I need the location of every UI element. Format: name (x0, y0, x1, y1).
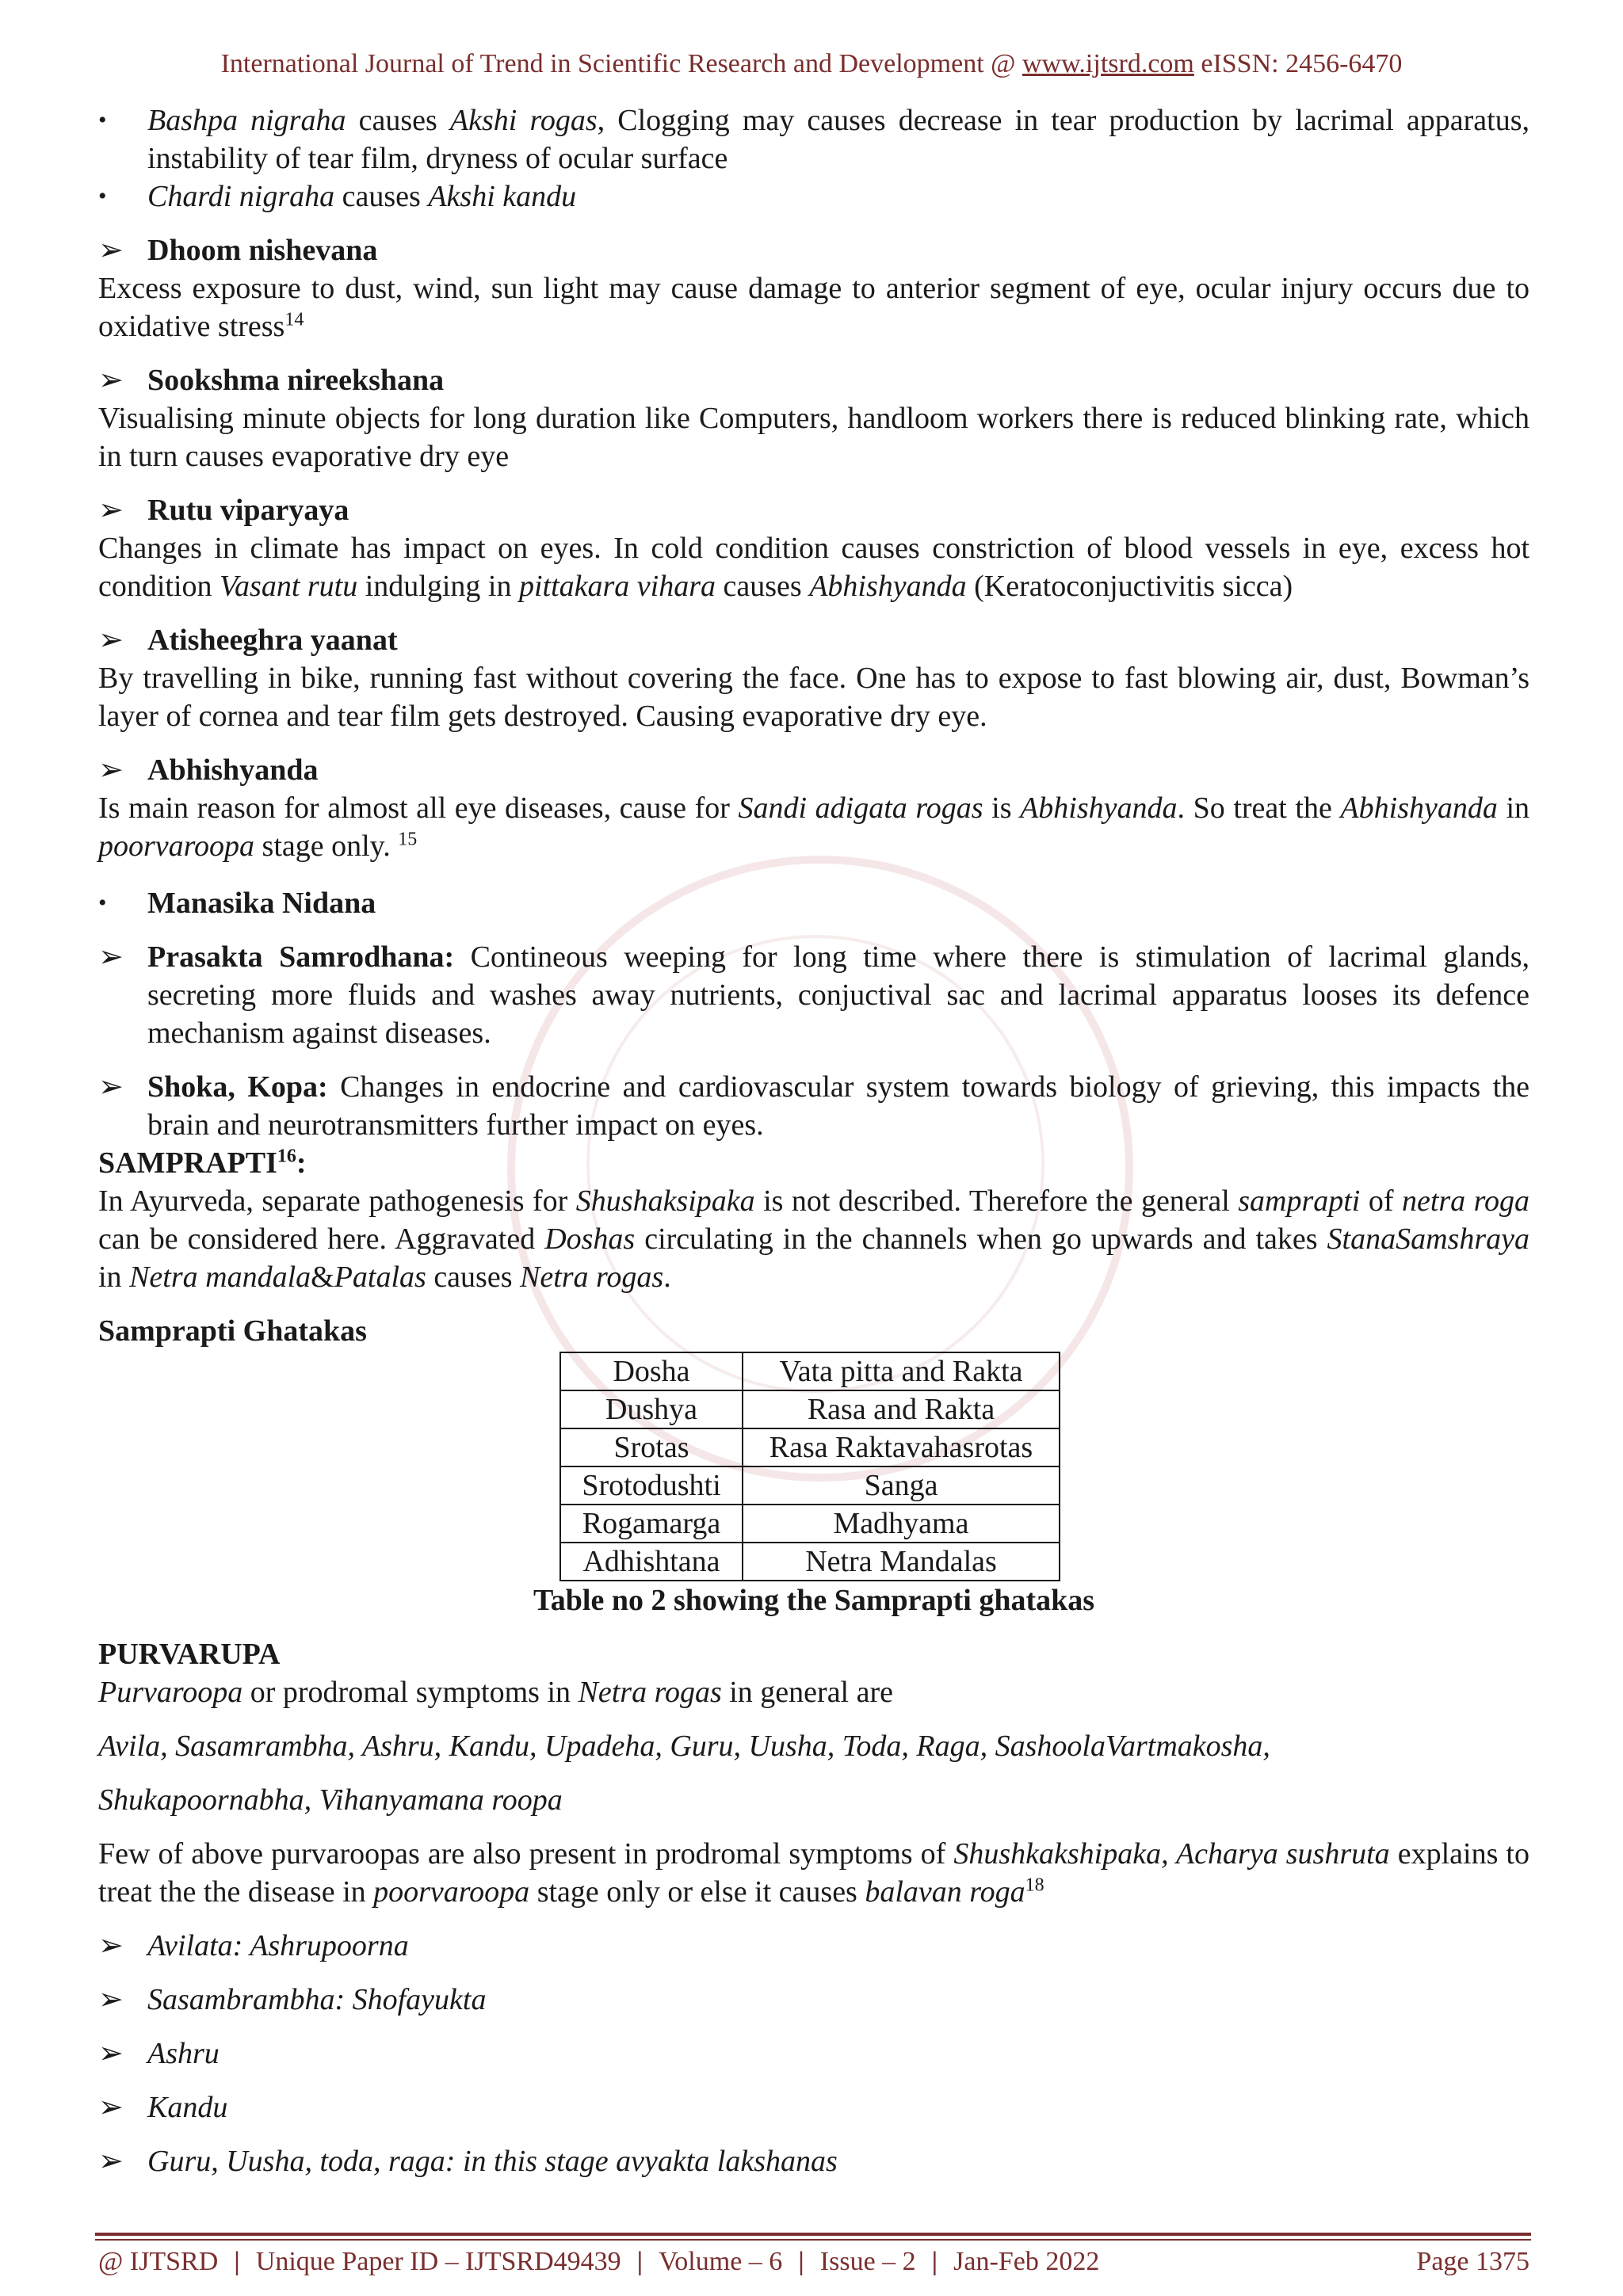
page-body (98, 101, 1529, 2180)
running-footer: @ IJTSRD | Unique Paper ID – IJTSRD49439 | Volume – 6 | Issue – 2 | Jan-Feb 2022 Page 1375 (98, 2247, 1529, 2276)
page-number: Page 1375 (1416, 2247, 1529, 2276)
footer-volume: Volume – 6 (659, 2247, 783, 2276)
table-cell: Netra Mandalas (743, 1543, 1060, 1581)
heading-manasika: • Manasika Nidana (98, 887, 376, 920)
table-row (560, 1543, 1060, 1581)
list-item: ➢ Avilata: Ashrupoorna (98, 1929, 409, 1962)
table-cell: Srotas (560, 1428, 743, 1466)
table-cell: Rasa and Rakta (743, 1390, 1060, 1428)
table-cell: Rogamarga (560, 1505, 743, 1543)
table-cell: Madhyama (743, 1505, 1060, 1543)
footer-issue: Issue – 2 (819, 2247, 916, 2276)
table-cell: Srotodushti (560, 1466, 743, 1505)
bullet-bashpa: • Bashpa nigraha causes Akshi rogas, Clogging may causes decrease in tear production by lacrimal apparatus, instability of tear film, dryness of ocular surface (98, 104, 1529, 175)
table-cell: Dushya (560, 1390, 743, 1428)
samprapti-table (559, 1352, 1060, 1581)
list-item: ➢ Sasambrambha: Shofayukta (98, 1983, 487, 2016)
para-sookshma: Visualising minute objects for long duration like Computers, handloom workers there is reduced blinking rate, which in turn causes evaporative dry eye (98, 402, 1529, 473)
header-url-link[interactable]: www.ijtsrd.com (1022, 49, 1194, 78)
heading-purvarupa: PURVARUPA (98, 1638, 281, 1671)
bullet-prasakta: ➢ Prasakta Samrodhana: Contineous weeping for long time where there is stimulation of lacrimal glands, secreting more fluids and washes away nutrients, conjuctival sac and lacrimal apparatus looses its defence mechanism against diseases. (98, 940, 1529, 1050)
table-row (560, 1466, 1060, 1505)
heading-atisheeghra: ➢ Atisheeghra yaanat (98, 624, 398, 657)
heading-rutu: ➢ Rutu viparyaya (98, 494, 349, 527)
bullet-shoka: ➢ Shoka, Kopa: Changes in endocrine and cardiovascular system towards biology of grieving, this impacts the brain and neurotransmitters further impact on eyes. (98, 1070, 1530, 1142)
table-caption: Table no 2 showing the Samprapti ghatakas (533, 1584, 1095, 1617)
footer-paper-id: Unique Paper ID – IJTSRD49439 (255, 2247, 621, 2276)
purvaroopa-list-line-2: Shukapoornabha, Vihanyamana roopa (98, 1783, 563, 1817)
header-journal-name: International Journal of Trend in Scientific Research and Development @ (220, 49, 1022, 78)
running-header (0, 49, 1623, 79)
para-purvaroopa: Purvaroopa or prodromal symptoms in Netra rogas in general are (98, 1676, 894, 1709)
table-row (560, 1390, 1060, 1428)
para-few-purvaroopas: Few of above purvaroopas are also present in prodromal symptoms of Shushkakshipaka, Acharya sushruta explains to treat the the disease in poorvaroopa stage only or else it causes balavan roga$^{18}$ (98, 1837, 1529, 1909)
table-cell: Sanga (743, 1466, 1060, 1505)
table-row (560, 1505, 1060, 1543)
table-cell: Vata pitta and Rakta (743, 1352, 1060, 1390)
footer-journal: @ IJTSRD (98, 2247, 219, 2276)
header-issn: eISSN: 2456-6470 (1193, 49, 1403, 78)
table-cell: Adhishtana (560, 1543, 743, 1581)
para-abhishyanda: Is main reason for almost all eye diseases, cause for Sandi adigata rogas is Abhishyanda. So treat the Abhishyanda in poorvaroopa stage only. $^{15}$ (98, 791, 1530, 863)
para-atisheeghra: By travelling in bike, running fast without covering the face. One has to expose to fast blowing air, dust, Bowman’s layer of cornea and tear film gets destroyed. Causing evaporative dry eye. (98, 662, 1529, 733)
table-cell: Dosha (560, 1352, 743, 1390)
para-rutu: Changes in climate has impact on eyes. In cold condition causes constriction of blood vessels in eye, excess hot condition Vasant rutu indulging in pittakara vihara causes Abhishyanda (Keratoconjuctivitis sicca) (98, 532, 1529, 603)
list-item: ➢ Guru, Uusha, toda, raga: in this stage avyakta lakshanas (98, 2145, 838, 2178)
heading-dhoom: ➢ Dhoom nishevana (98, 234, 378, 267)
purvaroopa-list-line-1: Avila, Sasamrambha, Ashru, Kandu, Upadeha, Guru, Uusha, Toda, Raga, SashoolaVartmakosha, (98, 1730, 1270, 1763)
heading-samprapti-ghatakas: Samprapti Ghatakas (98, 1314, 367, 1348)
para-samprapti: In Ayurveda, separate pathogenesis for Shushaksipaka is not described. Therefore the general samprapti of netra roga can be considered here. Aggravated Doshas circulating in the channels when go upwards and takes StanaSamshraya in Netra mandala&Patalas causes Netra rogas. (98, 1184, 1530, 1294)
footer-rule (95, 2233, 1531, 2236)
heading-sookshma: ➢ Sookshma nireekshana (98, 364, 445, 397)
table-row (560, 1352, 1060, 1390)
footer-date: Jan-Feb 2022 (953, 2247, 1100, 2276)
list-item: ➢ Kandu (98, 2091, 228, 2124)
footer-rule-thin (95, 2239, 1531, 2241)
table-cell: Rasa Raktavahasrotas (743, 1428, 1060, 1466)
bullet-chardi: • Chardi nigraha causes Akshi kandu (98, 180, 577, 213)
list-item: ➢ Ashru (98, 2037, 220, 2070)
heading-abhishyanda: ➢ Abhishyanda (98, 753, 319, 787)
para-dhoom: Excess exposure to dust, wind, sun light may cause damage to anterior segment of eye, ocular injury occurs due to oxidative stress$^{14}$ (98, 272, 1529, 343)
table-row (560, 1428, 1060, 1466)
heading-samprapti: SAMPRAPTI$^{16}$: (98, 1146, 307, 1180)
